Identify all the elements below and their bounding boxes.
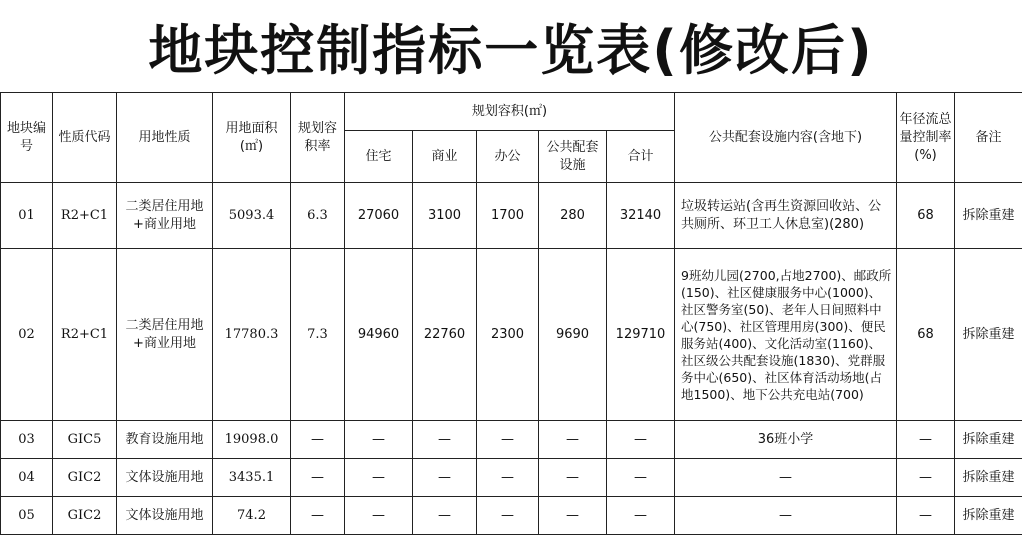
cell-public: 280 — [539, 183, 607, 249]
table-row — [1, 249, 1022, 421]
cell-runoff: — — [897, 459, 955, 497]
cell-runoff: 68 — [897, 183, 955, 249]
cell-remarks: 拆除重建 — [955, 249, 1022, 421]
header-facility-content: 公共配套设施内容(含地下) — [675, 93, 897, 183]
header-land-area: 用地面积(㎡) — [213, 93, 291, 183]
cell-total: — — [607, 459, 675, 497]
cell-land-area: 5093.4 — [213, 183, 291, 249]
cell-nature-code: GIC2 — [53, 497, 117, 535]
cell-remarks: 拆除重建 — [955, 421, 1022, 459]
cell-facilities: 36班小学 — [675, 421, 897, 459]
cell-land-area: 3435.1 — [213, 459, 291, 497]
cell-residential: — — [345, 497, 413, 535]
plot-control-table — [0, 92, 1022, 535]
header-nature-code: 性质代码 — [53, 93, 117, 183]
header-plot-no: 地块编号 — [1, 93, 53, 183]
cell-plot-no: 05 — [1, 497, 53, 535]
page-title: 地块控制指标一览表(修改后) — [0, 0, 1022, 92]
table-row — [1, 421, 1022, 459]
cell-remarks: 拆除重建 — [955, 459, 1022, 497]
cell-land-area: 17780.3 — [213, 249, 291, 421]
cell-far: 6.3 — [291, 183, 345, 249]
cell-remarks: 拆除重建 — [955, 183, 1022, 249]
cell-facilities: — — [675, 459, 897, 497]
cell-public: 9690 — [539, 249, 607, 421]
cell-remarks: 拆除重建 — [955, 497, 1022, 535]
cell-runoff: — — [897, 497, 955, 535]
cell-land-use: 二类居住用地+商业用地 — [117, 249, 213, 421]
cell-plot-no: 01 — [1, 183, 53, 249]
cell-public: — — [539, 459, 607, 497]
cell-total: — — [607, 497, 675, 535]
cell-commercial: — — [413, 421, 477, 459]
cell-land-area: 19098.0 — [213, 421, 291, 459]
cell-public: — — [539, 421, 607, 459]
table-row — [1, 459, 1022, 497]
cell-commercial: — — [413, 459, 477, 497]
cell-plot-no: 04 — [1, 459, 53, 497]
cell-office: — — [477, 459, 539, 497]
cell-office: — — [477, 497, 539, 535]
header-remarks: 备注 — [955, 93, 1022, 183]
header-land-use: 用地性质 — [117, 93, 213, 183]
cell-nature-code: GIC5 — [53, 421, 117, 459]
cell-total: 32140 — [607, 183, 675, 249]
header-planned-gfa: 规划容积(㎡) — [345, 93, 675, 131]
cell-office: — — [477, 421, 539, 459]
table-row — [1, 497, 1022, 535]
cell-public: — — [539, 497, 607, 535]
cell-facilities: 垃圾转运站(含再生资源回收站、公共厕所、环卫工人休息室)(280) — [675, 183, 897, 249]
cell-plot-no: 02 — [1, 249, 53, 421]
cell-nature-code: R2+C1 — [53, 249, 117, 421]
cell-commercial: 22760 — [413, 249, 477, 421]
header-far: 规划容积率 — [291, 93, 345, 183]
cell-land-use: 教育设施用地 — [117, 421, 213, 459]
cell-facilities: 9班幼儿园(2700,占地2700)、邮政所(150)、社区健康服务中心(1000)、社区警务室(50)、老年人日间照料中心(750)、社区管理用房(300)、便民服务站(400)、文化活动室(1160)、社区级公共配套设施(1830)、党群服务中心(650)、社区体育活动场地(占地1500)、地下公共充电站(700) — [675, 249, 897, 421]
cell-far: — — [291, 421, 345, 459]
cell-runoff: — — [897, 421, 955, 459]
cell-land-area: 74.2 — [213, 497, 291, 535]
header-residential: 住宅 — [345, 131, 413, 183]
cell-far: 7.3 — [291, 249, 345, 421]
cell-far: — — [291, 497, 345, 535]
cell-office: 2300 — [477, 249, 539, 421]
cell-residential: 94960 — [345, 249, 413, 421]
header-office: 办公 — [477, 131, 539, 183]
cell-office: 1700 — [477, 183, 539, 249]
cell-residential: — — [345, 459, 413, 497]
cell-total: 129710 — [607, 249, 675, 421]
cell-total: — — [607, 421, 675, 459]
cell-facilities: — — [675, 497, 897, 535]
cell-residential: 27060 — [345, 183, 413, 249]
cell-land-use: 文体设施用地 — [117, 459, 213, 497]
header-runoff-rate: 年径流总量控制率(%) — [897, 93, 955, 183]
table-row — [1, 183, 1022, 249]
header-commercial: 商业 — [413, 131, 477, 183]
cell-commercial: 3100 — [413, 183, 477, 249]
header-public-facilities: 公共配套设施 — [539, 131, 607, 183]
cell-land-use: 二类居住用地+商业用地 — [117, 183, 213, 249]
cell-residential: — — [345, 421, 413, 459]
cell-far: — — [291, 459, 345, 497]
cell-nature-code: R2+C1 — [53, 183, 117, 249]
cell-commercial: — — [413, 497, 477, 535]
header-total: 合计 — [607, 131, 675, 183]
cell-runoff: 68 — [897, 249, 955, 421]
cell-land-use: 文体设施用地 — [117, 497, 213, 535]
cell-nature-code: GIC2 — [53, 459, 117, 497]
cell-plot-no: 03 — [1, 421, 53, 459]
